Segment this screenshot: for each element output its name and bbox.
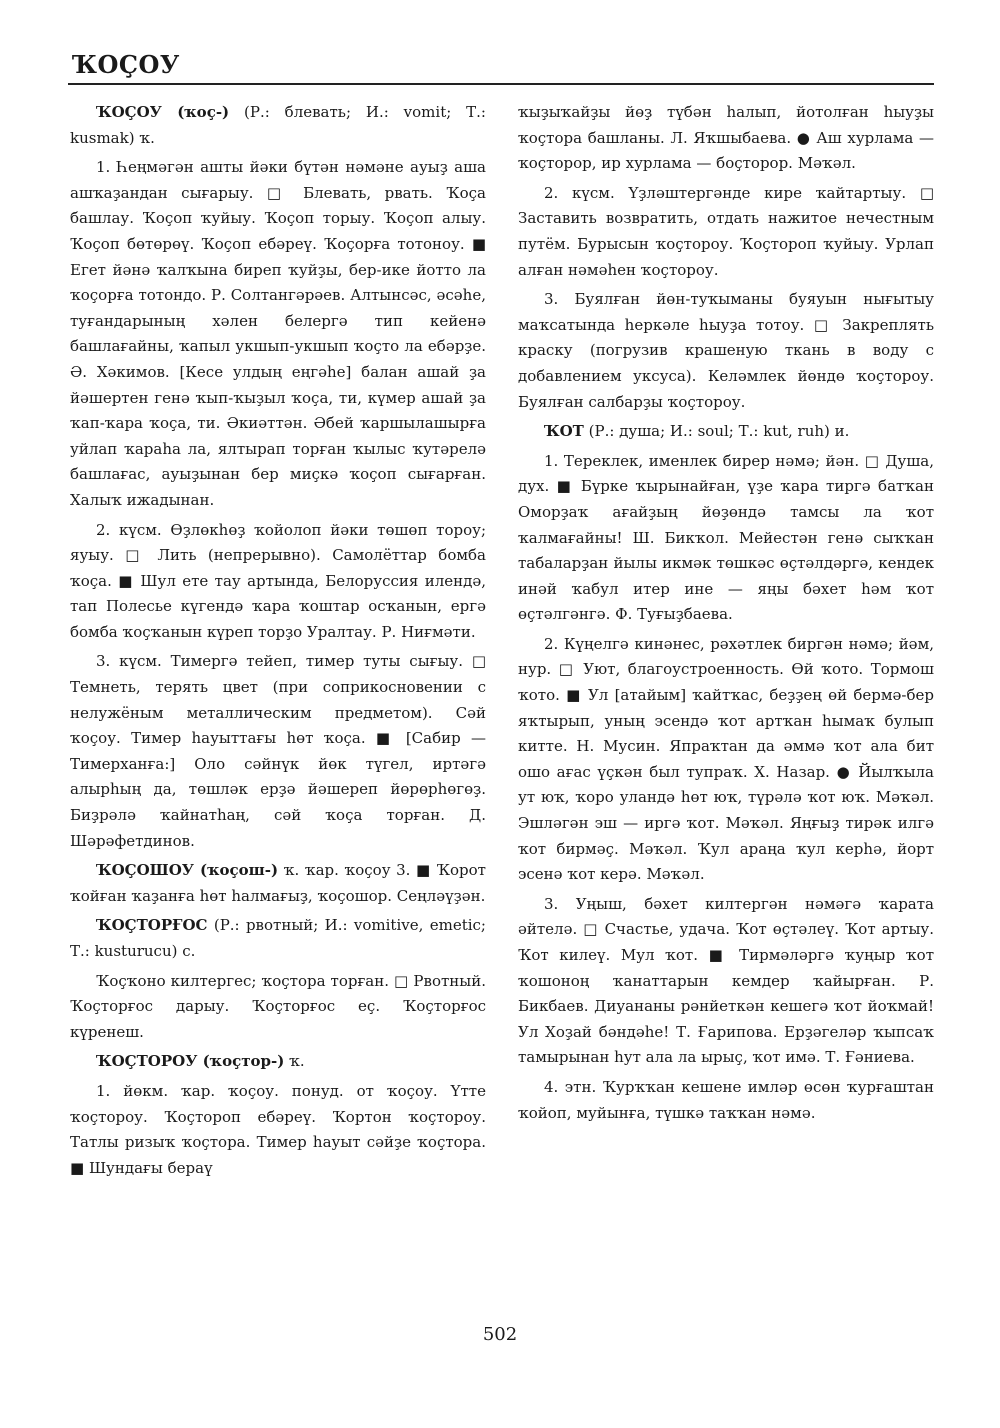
sense-paragraph: 3. Буялған йөн-туҡыманы буяуын нығытыу маҡсатында һеркәле һыуҙа тотоу. □ Закреплять краску (погрузив крашеную ткань в воду с добавлением уксуса). Келәмлек йөндө ҡоҫтороу. Буялған салбарҙы ҡоҫтороу. [518, 290, 934, 411]
headword: ҠОҪТОРҒОС [96, 916, 208, 935]
sense-paragraph: 2. күсм. Үҙләштергәнде кире ҡайтартыу. □ Заставить возвратить, отдать нажитое нечестным путём. Бурысын ҡоҫтороу. Ҡоҫтороп ҡуйыу. Урлап алған нәмәһен ҡоҫтороу. [518, 183, 934, 279]
sense-paragraph: 2. Күңелгә кинәнес, рәхәтлек биргән нәмә; йәм, нур. □ Уют, благоустроенность. Өй ҡото. Тормош ҡото. ■ Ул [атайым] ҡайтҡас, беҙҙең өй бермә-бер яҡтырып, уның эсендә ҡот артҡан һымаҡ булып китте. Н. Мусин. Япраҡтан да әммә ҡот ала бит ошо ағас үҫкән был тупраҡ. Х. Назар. ● Йылҡыла ут юҡ, ҡоро уландә һөт юҡ, түрәлә ҡот юҡ. Мәҡәл. Эшләгән эш — иргә ҡот. Мәҡәл. Яңғыҙ тирәк илгә ҡот бирмәҫ. Мәҡәл. Ҡул араңа ҡул керһә, йорт эсенә ҡот керә. Мәҡәл. [518, 634, 934, 884]
sense-paragraph: 3. Уңыш, бәхет килтергән нәмәгә ҡарата әйтелә. □ Счастье, удача. Ҡот өҫтәлеү. Ҡот артыу. Ҡот килеү. Мул ҡот. ■ Тирмәләргә ҡуңыр ҡот ҡошоноң ҡанаттарын кемдер ҡайырған. Р. Бикбаев. Диуананы рәнйеткән кешегә ҡот йоҡмай! Ул Хоҙай бәндәһе! Т. Ғарипова. Ерҙәгеләр ҡыпсаҡ тамырынан һут ала ла ырыҫ, ҡот имә. Т. Ғәниева. [518, 894, 934, 1067]
sense-paragraph: 3. күсм. Тимергә тейеп, тимер туты сығыу. □ Темнеть, терять цвет (при соприкосновении с нелужёным металлическим предметом). Сәй ҡоҫоу. Тимер һауыттағы һөт ҡоҫа. ■ [Сабир — Тимерханға:] Оло сәйнүк йөк түгел, иртәгә алырһың да, төшләк ерҙә йәшереп йөрөрһөгөҙ. Биҙрәлә ҡайнатһаң, сәй ҡоҫа торған. Д. Шәрәфетдинов. [70, 652, 486, 850]
entry-text: ҡ. ҡар. ҡоҫоу 3. ■ Ҡорот ҡойған ҡаҙанға һөт һалмағыҙ, ҡоҫошор. Сеңләүҙән. [70, 861, 486, 905]
entry-text: (Р.: душа; И.: soul; Т.: kut, ruh) и. [588, 422, 850, 441]
sense-paragraph: 1. Тереклек, именлек бирер нәмә; йән. □ Душа, дух. ■ Бүрке ҡырынайған, үҙе ҡара тиргә батҡан Оморҙаҡ ағайҙың йөҙөндә тамсы ла ҡот ҡалмағайны! Ш. Бикҡол. Мейестән генә сыҡҡан табаларҙан йылы икмәк төшкәс өҫтәлдәргә, кендек инәй ҡабул итер ине — яңы бәхет һәм ҡот өҫтәлгәнгә. Ф. Туғыҙбаева. [518, 451, 934, 624]
entry-text: ҡ. [289, 1052, 305, 1071]
entry-paragraph [70, 1049, 486, 1075]
sense-paragraph: 1. йөкм. ҡар. ҡоҫоу. понуд. от ҡоҫоу. Үтте ҡоҫтороу. Ҡоҫтороп ебәреү. Ҡортон ҡоҫтороу. Татлы ризыҡ ҡоҫтора. Тимер һауыт сәйҙе ҡоҫтора. ■ Шундағы бераү [70, 1081, 486, 1177]
headword: ҠОҪОУ (ҡоҫ-) [96, 103, 230, 121]
entry-paragraph [70, 913, 486, 964]
entry-paragraph [70, 100, 486, 151]
entry-paragraph [70, 858, 486, 909]
sense-paragraph: 1. Һеңмәгән ашты йәки бүтән нәмәне ауыҙ аша ашҡаҙандан сығарыу. □ Блевать, рвать. Ҡоҫа башлау. Ҡоҫоп ҡуйыу. Ҡоҫоп торыу. Ҡоҫоп алыу. Ҡоҫоп бөтөрөү. Ҡоҫоп ебәреү. Ҡоҫорға тотоноу. ■ Егет йәнә ҡалҡына биреп ҡуйҙы, бер-ике йотто ла ҡоҫорға тотондо. Р. Солтангәрәев. Алтынсәс, әсәһе, туғандарының хәлен белергә тип кейенә башлағайны, ҡапыл укшып-укшып ҡоҫто ла ебәрҙе. Ә. Хәкимов. [Кесе улдың еңгәһе] балан ашай ҙа йәшертен генә ҡып-ҡыҙыл ҡоҫа, ти, күмер ашай ҙа ҡап-ҡара ҡоҫа, ти. Әкиәттән. Әбей ҡаршылашырға уйлап ҡараһа ла, ялтырап торған ҡылыс ҡутәрелә башлағас, ауыҙынан бер миҫкә ҡоҫоп сығарған. Халыҡ ижадынан. [70, 158, 486, 509]
entry-paragraph [518, 419, 934, 445]
left-column [70, 100, 486, 1185]
sense-paragraph: 2. күсм. Өҙлөкһөҙ ҡойолоп йәки төшөп тороу; яуыу. □ Лить (непрерывно). Самолёттар бомба ҡоҫа. ■ Шул ете тау артында, Белоруссия илендә, тап Полесье күгендә ҡара ҡоштар осҡанын, ергә бомба ҡоҫҡанын күреп торҙо Уралтау. Р. Ниғмәти. [70, 520, 486, 641]
sense-paragraph: Ҡоҫҡоно килтергес; ҡоҫтора торған. □ Рвотный. Ҡоҫторғос дарыу. Ҡоҫторғос еҫ. Ҡоҫторғос күренеш. [70, 971, 486, 1041]
headword: ҠОҪТОРОУ (ҡоҫтор-) [96, 1052, 285, 1071]
page-number: 502 [482, 1324, 518, 1345]
sense-paragraph: 4. этн. Ҡурҡҡан кешене имләр өсөн ҡурғаштан ҡойоп, муйынға, түшкә таҡҡан нәмә. [518, 1077, 934, 1122]
headword: ҠОҪОШОУ (ҡоҫош-) [96, 861, 279, 880]
header-rule [68, 83, 934, 85]
entry-text: (Р.: блевать; И.: vomit; Т.: kusmak) ҡ. [70, 103, 486, 147]
headword: ҠОТ [544, 422, 584, 441]
continued-paragraph: ҡыҙыҡайҙы йөҙ түбән һалып, йотолған һыуҙы ҡоҫтора башланы. Л. Яҡшыбаева. ● Аш хурлама — ҡоҫторор, ир хурлама — боҫторор. Мәҡәл. [518, 103, 934, 173]
running-head: ҠОҪОУ [72, 50, 180, 79]
entry-text: (Р.: рвотный; И.: vomitive, emetic; Т.: kusturucu) с. [70, 916, 486, 960]
right-column [518, 100, 934, 1130]
